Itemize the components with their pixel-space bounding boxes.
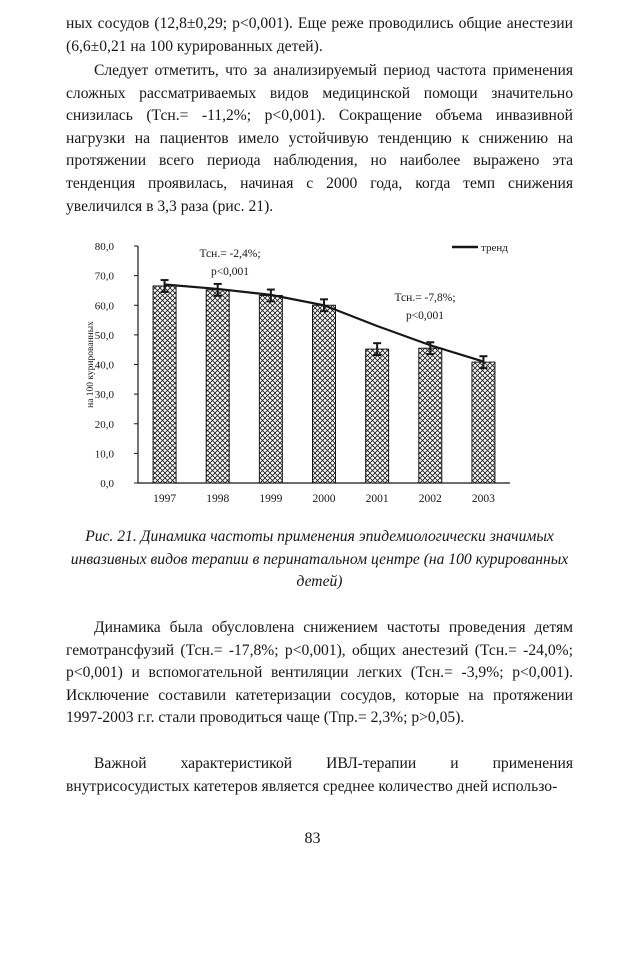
y-tick-label: 30,0 [94, 389, 114, 402]
paragraph-ivl-characteristic: Важной характеристикой ИВЛ-терапии и применения внутрисосудистых катетеров является среднее количество дней использо- [66, 755, 573, 795]
y-tick-label: 20,0 [94, 418, 114, 431]
y-tick-label: 10,0 [94, 448, 114, 461]
bar-2002 [419, 348, 442, 483]
annotation-trend-rate: Тсн.= -2,4%; [199, 248, 261, 260]
y-tick-label: 80,0 [94, 241, 114, 253]
y-tick-label: 70,0 [94, 270, 114, 283]
paragraph-invasive-load: Следует отметить, что за анализируемый период частота применения сложных рассматриваемых видов медицинской помощи значительно снизилась (Тсн.= -11,2%; р<0,001). Сокращение объема инвазивной нагрузки на пациентов имело устойчивую тенденцию к снижению на протяжении всего периода наблюдения, но наиболее выражено эта тенденция проявилась, начиная с 2000 года, когда темп снижения увеличился в 3,3 раза (рис. 21). [66, 62, 573, 215]
y-tick-label: 40,0 [94, 359, 114, 372]
x-tick-label: 2003 [471, 493, 495, 505]
legend-label: тренд [481, 242, 508, 254]
invasive-therapy-chart [80, 233, 520, 518]
x-tick-label: 1997 [153, 493, 177, 505]
y-tick-label: 0,0 [100, 478, 114, 490]
paragraph-top-continuation: ных сосудов (12,8±0,29; р<0,001). Еще реже проводились общие анестезии (6,6±0,21 на 100 курированных детей). [66, 15, 573, 55]
annotation-trend-rate: Тсн.= -7,8%; [394, 292, 456, 304]
paragraph-dynamics: Динамика была обусловлена снижением частоты проведения детям гемотрансфузий (Тсн.= -17,8%; р<0,001), общих анестезий (Тсн.= -24,0%; р<0,001) и вспомогательной вентиляции легких (Тсн.= -3,9%; р<0,001). Исключение составили катетеризации сосудов, которые на протяжении 1997-2003 г.г. стали проводиться чаще (Тпр.= 2,3%; р>0,05). [66, 619, 573, 727]
x-tick-label: 2001 [365, 493, 389, 505]
bar-1997 [153, 286, 176, 483]
figure-caption: Рис. 21. Динамика частоты применения эпидемиологически значимых инвазивных видов терапии в перинатальном центре (на 100 курированных детей) [70, 528, 569, 591]
y-axis-title: на 100 курированных [86, 321, 96, 408]
x-tick-label: 1998 [206, 493, 230, 505]
y-tick-label: 60,0 [94, 300, 114, 313]
bar-2000 [313, 305, 336, 483]
bar-1998 [206, 290, 229, 483]
y-tick-label: 50,0 [94, 329, 114, 342]
x-tick-label: 2002 [418, 493, 442, 505]
bar-1999 [259, 295, 282, 483]
x-tick-label: 1999 [259, 493, 283, 505]
annotation-p-value: р<0,001 [210, 266, 250, 278]
bar-2001 [366, 349, 389, 483]
bar-2003 [472, 362, 495, 483]
x-tick-label: 2000 [312, 493, 336, 505]
page-number: 83 [304, 830, 321, 847]
annotation-p-value: р<0,001 [405, 310, 445, 322]
